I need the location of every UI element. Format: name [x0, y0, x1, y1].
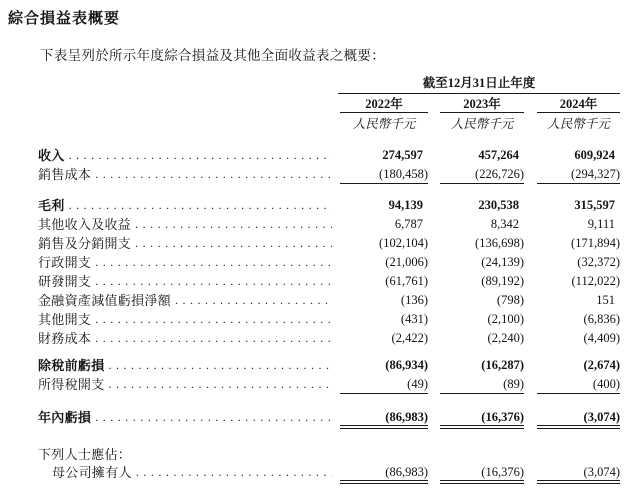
value-2023: (226,726) — [440, 165, 524, 184]
value-2022: 274,597 — [382, 148, 423, 162]
value-2023: (798) — [496, 293, 524, 307]
page-title: 綜合損益表概要 — [8, 11, 121, 27]
row-label: 其他開支 — [38, 312, 92, 327]
dot-leader — [95, 253, 332, 272]
col-header-2023: 2023年 — [440, 96, 524, 113]
dot-leader — [135, 215, 332, 234]
row-label: 銷售成本 — [38, 167, 92, 182]
value-2022: 6,787 — [394, 217, 423, 231]
value-2023: (24,139) — [481, 255, 524, 269]
row-label: 財務成本 — [38, 331, 92, 346]
value-2024: 315,597 — [574, 198, 615, 212]
row-revenue — [38, 146, 620, 165]
dot-leader — [95, 272, 332, 291]
income-statement-table — [38, 76, 620, 484]
section-spacer — [38, 348, 620, 356]
row-label: 金融資產減值虧損淨額 — [38, 293, 172, 308]
row-label: 其他收入及收益 — [38, 217, 132, 232]
col-header-2024: 2024年 — [537, 96, 620, 113]
value-2024: (3,074) — [537, 409, 620, 429]
value-2023: (2,240) — [487, 331, 524, 345]
row-label: 年內虧損 — [38, 410, 92, 425]
row-label: 所得稅開支 — [38, 377, 105, 392]
value-2023: (89) — [440, 375, 524, 394]
value-2022: (21,006) — [385, 255, 428, 269]
intro-text: 下表呈列於所示年度綜合損益及其他全面收益表之概要： — [40, 48, 385, 63]
value-2022: (61,761) — [385, 274, 428, 288]
value-2022: 94,139 — [388, 198, 423, 212]
row-cost-of-sales — [38, 165, 620, 184]
dot-leader — [95, 409, 332, 429]
header-spacer — [38, 96, 340, 113]
row-other-expenses — [38, 310, 620, 329]
row-label: 母公司擁有人 — [52, 465, 132, 480]
value-2024: 151 — [596, 293, 615, 307]
section-spacer — [38, 394, 620, 409]
value-2024: 9,111 — [587, 217, 615, 231]
row-label: 除稅前虧損 — [38, 358, 105, 373]
unit-label-2022: 人民幣千元 — [352, 117, 416, 131]
section-spacer — [38, 184, 620, 196]
value-2022: (86,983) — [340, 409, 428, 429]
value-2024: (2,674) — [583, 358, 620, 372]
dot-leader — [95, 310, 332, 329]
period-header: 截至12月31日止年度 — [338, 76, 620, 94]
value-2024: (294,327) — [537, 165, 620, 184]
row-attributable-to-header — [38, 445, 620, 464]
value-2024: (400) — [537, 375, 620, 394]
dot-leader — [135, 234, 332, 253]
dot-leader — [109, 375, 332, 394]
value-2022: (86,983) — [340, 464, 428, 484]
value-2023: 8,342 — [490, 217, 519, 231]
value-2024: (112,022) — [571, 274, 620, 288]
section-spacer — [38, 429, 620, 445]
header-spacer — [38, 115, 340, 132]
value-2023: (16,376) — [440, 464, 524, 484]
value-2022: (86,934) — [385, 358, 428, 372]
row-loss-before-tax — [38, 356, 620, 375]
row-impairment-losses-financial-assets — [38, 291, 620, 310]
row-label: 研發開支 — [38, 274, 92, 289]
value-2022: (102,104) — [379, 236, 428, 250]
row-label: 下列人士應佔： — [38, 447, 132, 462]
dot-leader — [136, 464, 332, 484]
value-2023: (16,287) — [481, 358, 524, 372]
row-label: 銷售及分銷開支 — [38, 236, 132, 251]
row-label: 收入 — [38, 148, 65, 163]
row-selling-distribution-expenses — [38, 234, 620, 253]
value-2024: (171,894) — [571, 236, 620, 250]
dot-leader — [69, 196, 332, 215]
value-2024: (6,836) — [583, 312, 620, 326]
year-header-row — [38, 96, 620, 113]
unit-label-2024: 人民幣千元 — [547, 117, 610, 131]
value-2024: 609,924 — [574, 148, 615, 162]
value-2023: (16,376) — [440, 409, 524, 429]
value-2023: (89,192) — [481, 274, 524, 288]
value-2022: (136) — [400, 293, 428, 307]
value-2023: 230,538 — [478, 198, 519, 212]
row-admin-expenses — [38, 253, 620, 272]
row-other-income — [38, 215, 620, 234]
value-2022: (431) — [400, 312, 428, 326]
value-2023: (136,698) — [475, 236, 524, 250]
row-loss-for-year — [38, 409, 620, 429]
value-2024: (4,409) — [583, 331, 620, 345]
dot-leader — [175, 291, 332, 310]
dot-leader — [69, 146, 332, 165]
row-rd-expenses — [38, 272, 620, 291]
row-label: 毛利 — [38, 198, 65, 213]
value-2023: 457,264 — [478, 148, 519, 162]
value-2022: (2,422) — [391, 331, 428, 345]
value-2022: (49) — [340, 375, 428, 394]
unit-label-2023: 人民幣千元 — [450, 117, 514, 131]
value-2022: (180,458) — [340, 165, 428, 184]
value-2024: (32,372) — [577, 255, 620, 269]
row-gross-profit — [38, 196, 620, 215]
col-header-2022: 2022年 — [340, 96, 428, 113]
dot-leader — [109, 356, 332, 375]
value-2023: (2,100) — [487, 312, 524, 326]
unit-header-row — [38, 115, 620, 132]
row-owners-of-parent — [38, 464, 620, 484]
row-income-tax-expense — [38, 375, 620, 394]
value-2024: (3,074) — [537, 464, 620, 484]
dot-leader — [95, 165, 332, 184]
dot-leader — [95, 329, 332, 348]
row-label: 行政開支 — [38, 255, 92, 270]
row-finance-costs — [38, 329, 620, 348]
table-body — [38, 146, 620, 484]
